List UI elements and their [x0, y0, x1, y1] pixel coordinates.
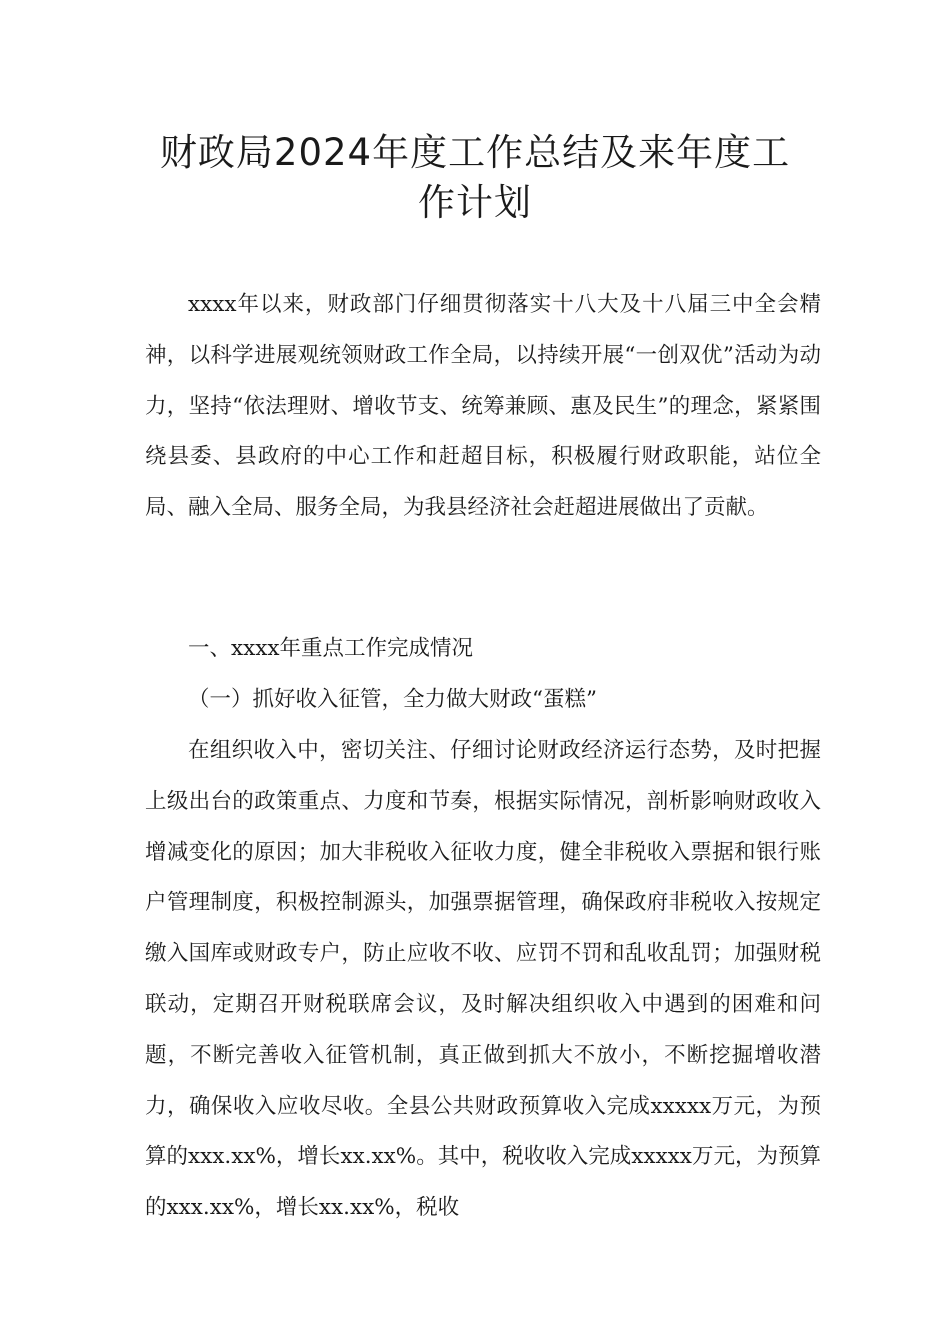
- subsection-heading: （一）抓好收入征管，全力做大财政“蛋糕”: [188, 687, 597, 712]
- body-paragraph: 在组织收入中，密切关注、仔细讨论财政经济运行态势，及时把握上级出台的政策重点、力度和节奏，根据实际情况，剖析影响财政收入增减变化的原因；加大非税收入征收力度，健全非税收入票据和银行账户管理制度，积极控制源头，加强票据管理，确保政府非税收入按规定缴入国库或财政专户，防止应收不收、应罚不罚和乱收乱罚；加强财税联动，定期召开财税联席会议，及时解决组织收入中遇到的困难和问题，不断完善收入征管机制，真正做到抓大不放小，不断挖掘增收潜力，确保收入应收尽收。全县公共财政预算收入完成xxxxx万元，为预算的xxx.xx%，增长xx.xx%。其中，税收收入完成xxxxx万元，为预算的xxx.xx%，增长xx.xx%，税收: [145, 738, 821, 1221]
- document-title: 财政局2024年度工作总结及来年度工作计划: [159, 131, 791, 224]
- section-heading: 一、xxxx年重点工作完成情况: [188, 636, 474, 661]
- intro-paragraph: xxxx年以来，财政部门仔细贯彻落实十八大及十八届三中全会精神，以科学进展观统领财政工作全局，以持续开展“一创双优”活动为动力，坚持“依法理财、增收节支、统筹兼顾、惠及民生”的理念，紧紧围绕县委、县政府的中心工作和赶超目标，积极履行财政职能，站位全局、融入全局、服务全局，为我县经济社会赶超进展做出了贡献。: [145, 292, 821, 521]
